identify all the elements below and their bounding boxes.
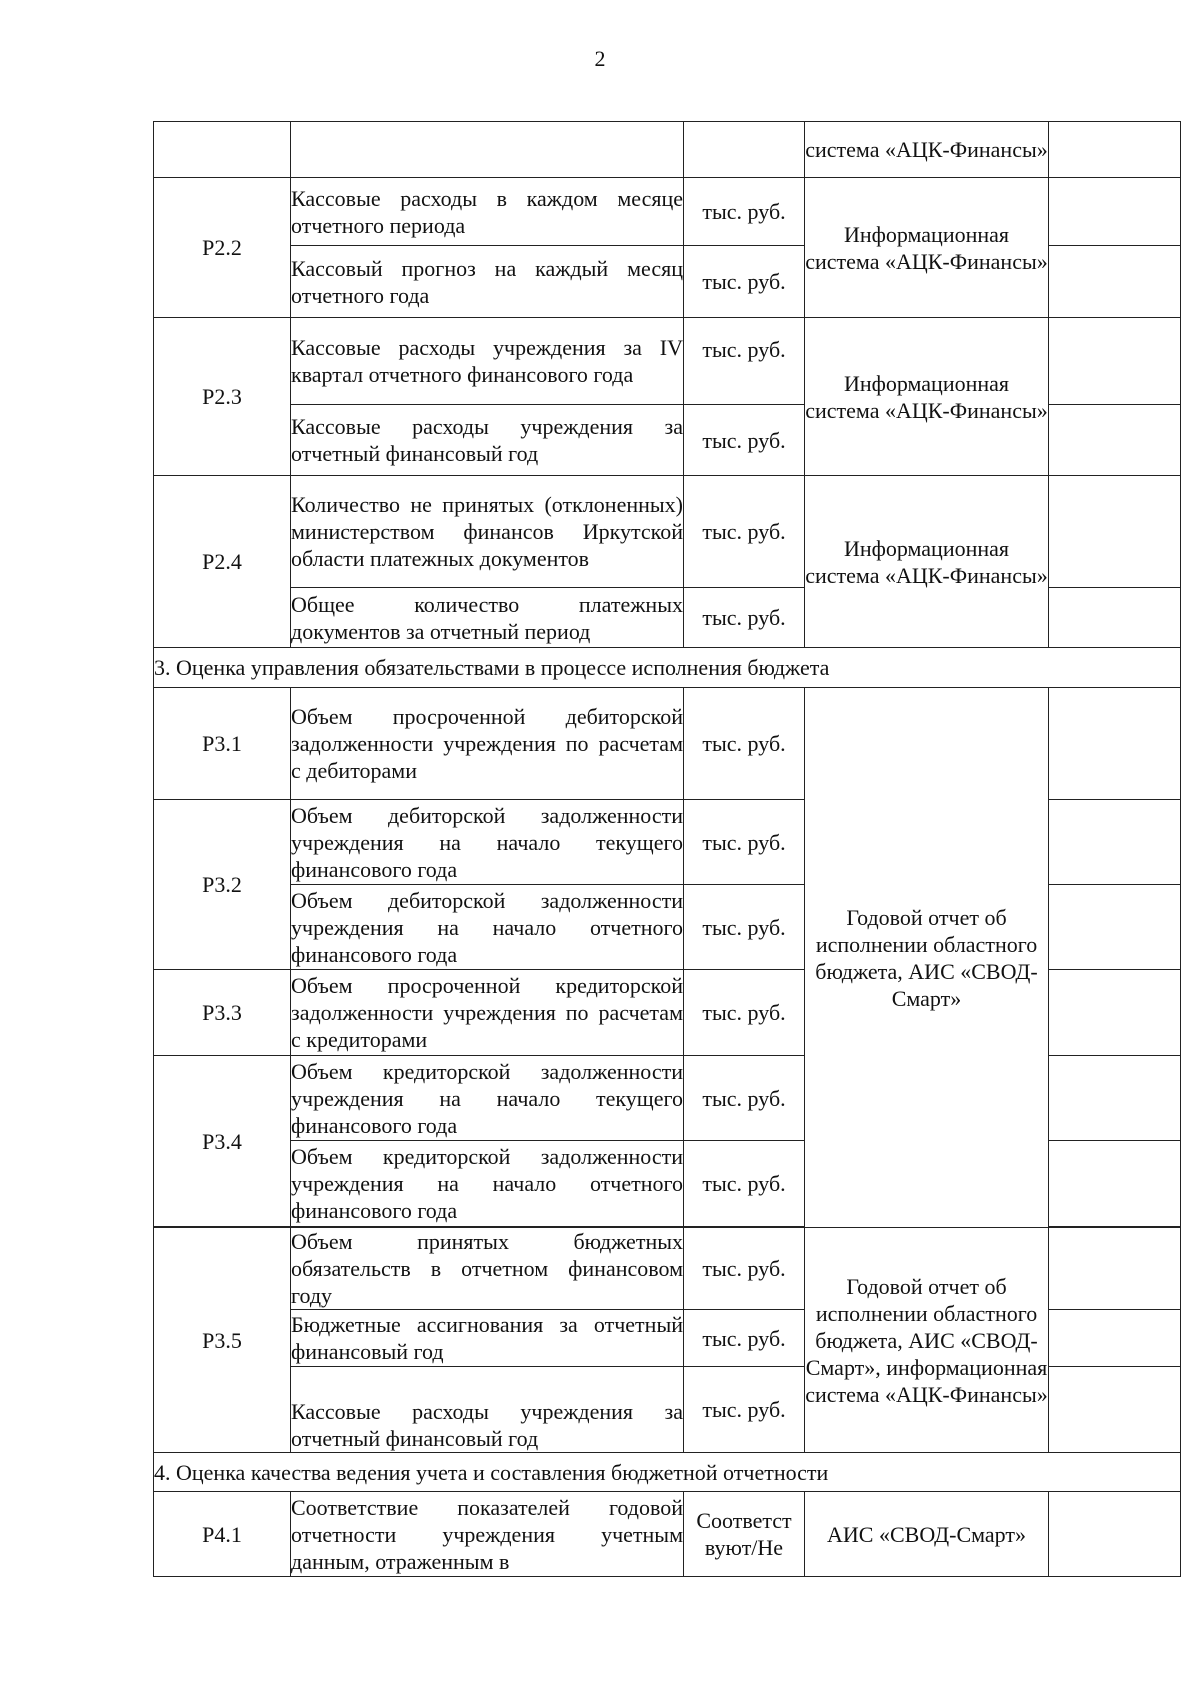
section-row	[154, 1453, 1181, 1492]
unit-cell: тыс. руб.	[684, 588, 805, 648]
value-cell	[1049, 970, 1181, 1056]
unit-cell: тыс. руб.	[684, 1141, 805, 1227]
value-cell	[1049, 476, 1181, 588]
value-cell	[1049, 800, 1181, 885]
code-cell: Р3.1	[154, 688, 291, 800]
source-cell: Информационная система «АЦК-Финансы»	[805, 178, 1049, 318]
page-number: 2	[594, 46, 606, 71]
value-cell	[1049, 405, 1181, 476]
value-cell	[1049, 178, 1181, 246]
value-cell	[1049, 1056, 1181, 1141]
value-cell	[1049, 588, 1181, 648]
table-row	[154, 318, 1181, 405]
section-row	[154, 648, 1181, 688]
code-cell: Р4.1	[154, 1492, 291, 1577]
name-cell: Бюджетные ассигнования за отчетный финансовый год	[291, 1310, 684, 1367]
name-cell: Объем просроченной дебиторской задолженности учреждения по расчетам с дебиторами	[291, 688, 684, 800]
name-cell: Кассовые расходы учреждения за отчетный финансовый год	[291, 405, 684, 476]
value-cell	[1049, 1228, 1181, 1310]
name-cell	[291, 122, 684, 178]
unit-cell: тыс. руб.	[684, 1056, 805, 1141]
unit-cell: Соответствуют/Не	[684, 1492, 805, 1577]
name-cell: Общее количество платежных документов за отчетный период	[291, 588, 684, 648]
table-row	[154, 476, 1181, 588]
unit-cell: тыс. руб.	[684, 1310, 805, 1367]
unit-cell: тыс. руб.	[684, 1367, 805, 1453]
name-cell: Соответствие показателей годовой отчетности учреждения учетным данным, отраженным в	[291, 1492, 684, 1577]
unit-cell: тыс. руб.	[684, 688, 805, 800]
name-cell: Объем кредиторской задолженности учреждения на начало текущего финансового года	[291, 1056, 684, 1141]
unit-cell: тыс. руб.	[684, 1228, 805, 1310]
unit-cell	[684, 122, 805, 178]
table-row	[154, 1228, 1181, 1310]
code-cell: Р3.5	[154, 1228, 291, 1453]
value-cell	[1049, 885, 1181, 970]
section-title: 4. Оценка качества ведения учета и составления бюджетной отчетности	[154, 1453, 1181, 1492]
code-cell: Р2.4	[154, 476, 291, 648]
name-cell: Кассовые расходы в каждом месяце отчетного периода	[291, 178, 684, 246]
table-row	[154, 1492, 1181, 1577]
code-cell: Р3.4	[154, 1056, 291, 1227]
unit-cell: тыс. руб.	[684, 476, 805, 588]
code-cell: Р2.3	[154, 318, 291, 476]
source-cell: Информационная система «АЦК-Финансы»	[805, 318, 1049, 476]
value-cell	[1049, 1310, 1181, 1367]
code-cell: Р3.2	[154, 800, 291, 970]
name-cell: Объем принятых бюджетных обязательств в отчетном финансовом году	[291, 1229, 683, 1308]
unit-cell: тыс. руб.	[684, 800, 805, 885]
source-cell: система «АЦК-Финансы»	[805, 122, 1049, 178]
unit-cell: тыс. руб.	[684, 885, 805, 970]
table-row	[154, 122, 1181, 178]
name-cell: Количество не принятых (отклоненных) министерством финансов Иркутской области платежных документов	[291, 476, 684, 588]
value-cell	[1049, 1141, 1181, 1227]
code-cell: Р2.2	[154, 178, 291, 318]
name-cell: Объем кредиторской задолженности учреждения на начало отчетного финансового года	[291, 1141, 684, 1227]
table-row	[154, 688, 1181, 800]
source-cell: АИС «СВОД-Смарт»	[805, 1492, 1049, 1577]
unit-cell: тыс. руб.	[684, 970, 805, 1056]
value-cell	[1049, 318, 1181, 405]
source-cell: Информационная система «АЦК-Финансы»	[805, 476, 1049, 648]
value-cell	[1049, 1492, 1181, 1577]
value-cell	[1049, 688, 1181, 800]
code-cell: Р3.3	[154, 970, 291, 1056]
source-cell: Годовой отчет об исполнении областного бюджета, АИС «СВОД-Смарт», информационная система «АЦК-Финансы»	[805, 1228, 1049, 1453]
unit-cell: тыс. руб.	[684, 246, 805, 318]
value-cell	[1049, 246, 1181, 318]
name-cell: Кассовые расходы учреждения за отчетный финансовый год	[291, 1367, 684, 1453]
value-cell	[1049, 122, 1181, 178]
section-title: 3. Оценка управления обязательствами в процессе исполнения бюджета	[154, 648, 1181, 688]
name-cell: Кассовые расходы учреждения за IV квартал отчетного финансового года	[291, 318, 684, 405]
name-cell: Объем просроченной кредиторской задолженности учреждения по расчетам с кредиторами	[291, 970, 684, 1056]
name-cell: Объем дебиторской задолженности учреждения на начало отчетного финансового года	[291, 885, 684, 970]
unit-cell: тыс. руб.	[684, 318, 805, 405]
source-cell: Годовой отчет об исполнении областного бюджета, АИС «СВОД-Смарт»	[805, 688, 1049, 1228]
code-cell	[154, 122, 291, 178]
table-row	[154, 178, 1181, 246]
unit-cell: тыс. руб.	[684, 405, 805, 476]
name-cell: Кассовый прогноз на каждый месяц отчетного года	[291, 246, 684, 318]
name-cell: Объем дебиторской задолженности учреждения на начало текущего финансового года	[291, 800, 684, 885]
value-cell	[1049, 1367, 1181, 1453]
indicators-table	[153, 121, 1181, 1577]
unit-cell: тыс. руб.	[684, 178, 805, 246]
